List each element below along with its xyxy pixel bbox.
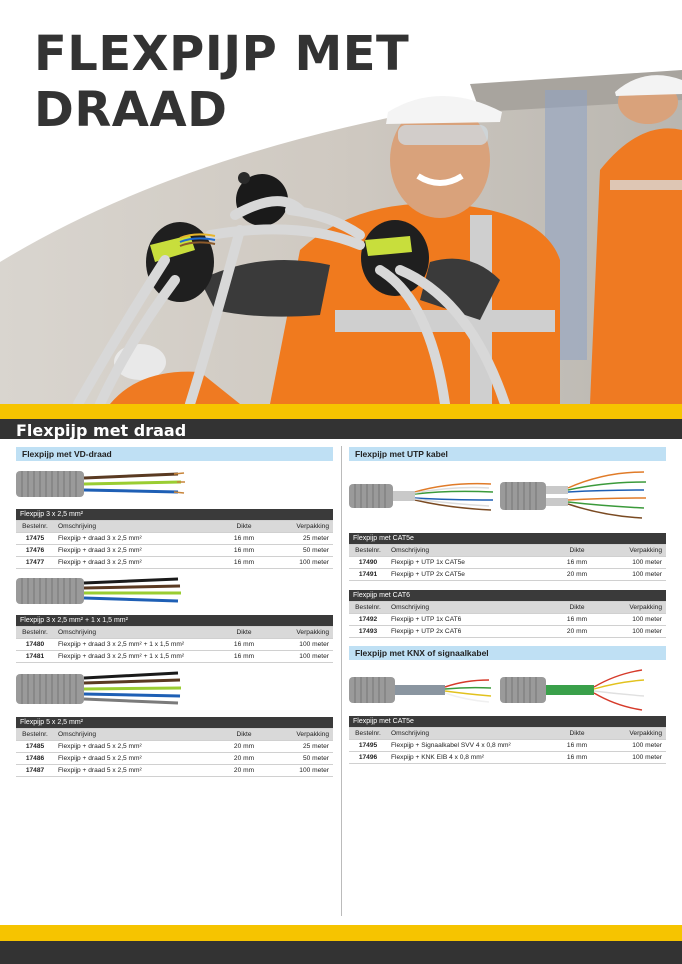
- thickness: 16 mm: [214, 557, 274, 569]
- table-row: [16, 533, 333, 545]
- table-row: [349, 614, 666, 626]
- col-header-dikte: Dikte: [214, 627, 274, 639]
- thickness: 16 mm: [214, 533, 274, 545]
- packaging: 100 meter: [607, 614, 666, 626]
- col-header-verpakking: Verpakking: [274, 729, 333, 741]
- table-vd-3x25-1x15: [16, 615, 333, 663]
- page-title: [34, 26, 409, 138]
- description: Flexpijp + draad 3 x 2,5 mm² + 1 x 1,5 mm²: [54, 639, 214, 651]
- col-header-bestelnr: Bestelnr.: [349, 602, 387, 614]
- order-number: 17490: [349, 557, 387, 569]
- col-header-omschrijving: Omschrijving: [387, 602, 547, 614]
- table-utp-cat5e: [349, 533, 666, 581]
- col-header-verpakking: Verpakking: [607, 728, 666, 740]
- packaging: 100 meter: [274, 639, 333, 651]
- thickness: 16 mm: [214, 639, 274, 651]
- col-header-bestelnr: Bestelnr.: [349, 545, 387, 557]
- order-number: 17487: [16, 765, 54, 777]
- thickness: 16 mm: [547, 557, 607, 569]
- column-divider: [341, 446, 342, 916]
- description: Flexpijp + draad 5 x 2,5 mm²: [54, 753, 214, 765]
- table-row: [16, 741, 333, 753]
- col-header-dikte: Dikte: [547, 728, 607, 740]
- accent-band-bottom: [0, 925, 682, 941]
- col-header-verpakking: Verpakking: [607, 602, 666, 614]
- packaging: 100 meter: [274, 651, 333, 663]
- table-caption: Flexpijp 3 x 2,5 mm²: [16, 509, 333, 521]
- table-row: [349, 626, 666, 638]
- col-header-omschrijving: Omschrijving: [54, 729, 214, 741]
- packaging: 100 meter: [607, 557, 666, 569]
- order-number: 17481: [16, 651, 54, 663]
- table-caption: Flexpijp 3 x 2,5 mm² + 1 x 1,5 mm²: [16, 615, 333, 627]
- table-knx-signal: [349, 716, 666, 764]
- section-title: Flexpijp met draad: [16, 421, 187, 440]
- thickness: 20 mm: [214, 741, 274, 753]
- thickness: 16 mm: [214, 651, 274, 663]
- order-number: 17486: [16, 753, 54, 765]
- table-row: [16, 545, 333, 557]
- col-header-omschrijving: Omschrijving: [387, 728, 547, 740]
- utp-cable-1x-image: [349, 470, 499, 520]
- order-number: 17475: [16, 533, 54, 545]
- thickness: 20 mm: [214, 753, 274, 765]
- description: Flexpijp + draad 3 x 2,5 mm²: [54, 533, 214, 545]
- accent-band-top: [0, 404, 682, 420]
- panel-header-knx: Flexpijp met KNX of signaalkabel: [349, 646, 666, 660]
- packaging: 25 meter: [274, 741, 333, 753]
- table-row: [349, 740, 666, 752]
- packaging: 100 meter: [607, 752, 666, 764]
- table-row: [349, 557, 666, 569]
- packaging: 50 meter: [274, 753, 333, 765]
- table-row: [349, 752, 666, 764]
- col-header-verpakking: Verpakking: [274, 521, 333, 533]
- order-number: 17496: [349, 752, 387, 764]
- order-number: 17476: [16, 545, 54, 557]
- footer-band: [0, 941, 682, 964]
- vd-cable-3x25-1x15-image: [16, 575, 186, 607]
- table-vd-5x25: [16, 717, 333, 777]
- utp-cable-2x-image: [500, 466, 650, 524]
- thickness: 20 mm: [547, 569, 607, 581]
- description: Flexpijp + draad 3 x 2,5 mm²: [54, 557, 214, 569]
- description: Flexpijp + draad 5 x 2,5 mm²: [54, 741, 214, 753]
- col-header-omschrijving: Omschrijving: [54, 521, 214, 533]
- vd-cable-5x25-image: [16, 670, 186, 708]
- col-header-bestelnr: Bestelnr.: [16, 729, 54, 741]
- packaging: 100 meter: [607, 626, 666, 638]
- packaging: 100 meter: [607, 569, 666, 581]
- table-utp-cat6: [349, 590, 666, 638]
- table-caption: Flexpijp met CAT5e: [349, 533, 666, 545]
- packaging: 25 meter: [274, 533, 333, 545]
- order-number: 17480: [16, 639, 54, 651]
- col-header-bestelnr: Bestelnr.: [16, 627, 54, 639]
- thickness: 16 mm: [547, 752, 607, 764]
- order-number: 17491: [349, 569, 387, 581]
- table-caption: Flexpijp met CAT6: [349, 590, 666, 602]
- table-vd-3x25: [16, 509, 333, 569]
- thickness: 16 mm: [547, 614, 607, 626]
- order-number: 17492: [349, 614, 387, 626]
- description: Flexpijp + UTP 2x CAT5e: [387, 569, 547, 581]
- table-caption: Flexpijp 5 x 2,5 mm²: [16, 717, 333, 729]
- table-row: [349, 569, 666, 581]
- panel-header-vd-draad: Flexpijp met VD-draad: [16, 447, 333, 461]
- description: Flexpijp + UTP 1x CAT6: [387, 614, 547, 626]
- description: Flexpijp + UTP 2x CAT6: [387, 626, 547, 638]
- order-number: 17477: [16, 557, 54, 569]
- col-header-bestelnr: Bestelnr.: [16, 521, 54, 533]
- table-row: [16, 765, 333, 777]
- thickness: 16 mm: [547, 740, 607, 752]
- col-header-bestelnr: Bestelnr.: [349, 728, 387, 740]
- description: Flexpijp + KNK EIB 4 x 0,8 mm²: [387, 752, 547, 764]
- col-header-omschrijving: Omschrijving: [54, 627, 214, 639]
- panel-header-utp: Flexpijp met UTP kabel: [349, 447, 666, 461]
- col-header-omschrijving: Omschrijving: [387, 545, 547, 557]
- table-row: [16, 557, 333, 569]
- vd-cable-3x25-image: [16, 468, 186, 500]
- description: Flexpijp + UTP 1x CAT5e: [387, 557, 547, 569]
- thickness: 20 mm: [547, 626, 607, 638]
- order-number: 17485: [16, 741, 54, 753]
- table-row: [16, 639, 333, 651]
- description: Flexpijp + draad 3 x 2,5 mm²: [54, 545, 214, 557]
- description: Flexpijp + draad 5 x 2,5 mm²: [54, 765, 214, 777]
- col-header-dikte: Dikte: [214, 521, 274, 533]
- page-title-line-1: FLEXPIJP MET: [34, 26, 410, 82]
- col-header-dikte: Dikte: [214, 729, 274, 741]
- order-number: 17495: [349, 740, 387, 752]
- col-header-dikte: Dikte: [547, 602, 607, 614]
- knx-cable-image: [500, 666, 650, 714]
- col-header-verpakking: Verpakking: [607, 545, 666, 557]
- col-header-dikte: Dikte: [547, 545, 607, 557]
- packaging: 100 meter: [274, 765, 333, 777]
- description: Flexpijp + Signaalkabel SVV 4 x 0,8 mm²: [387, 740, 547, 752]
- table-caption: Flexpijp met CAT5e: [349, 716, 666, 728]
- col-header-verpakking: Verpakking: [274, 627, 333, 639]
- packaging: 50 meter: [274, 545, 333, 557]
- table-row: [16, 753, 333, 765]
- thickness: 20 mm: [214, 765, 274, 777]
- thickness: 16 mm: [214, 545, 274, 557]
- signal-cable-image: [349, 670, 494, 710]
- description: Flexpijp + draad 3 x 2,5 mm² + 1 x 1,5 mm²: [54, 651, 214, 663]
- packaging: 100 meter: [607, 740, 666, 752]
- hero-section: [0, 0, 682, 404]
- page-title-line-2: DRAAD: [34, 82, 228, 138]
- packaging: 100 meter: [274, 557, 333, 569]
- order-number: 17493: [349, 626, 387, 638]
- table-row: [16, 651, 333, 663]
